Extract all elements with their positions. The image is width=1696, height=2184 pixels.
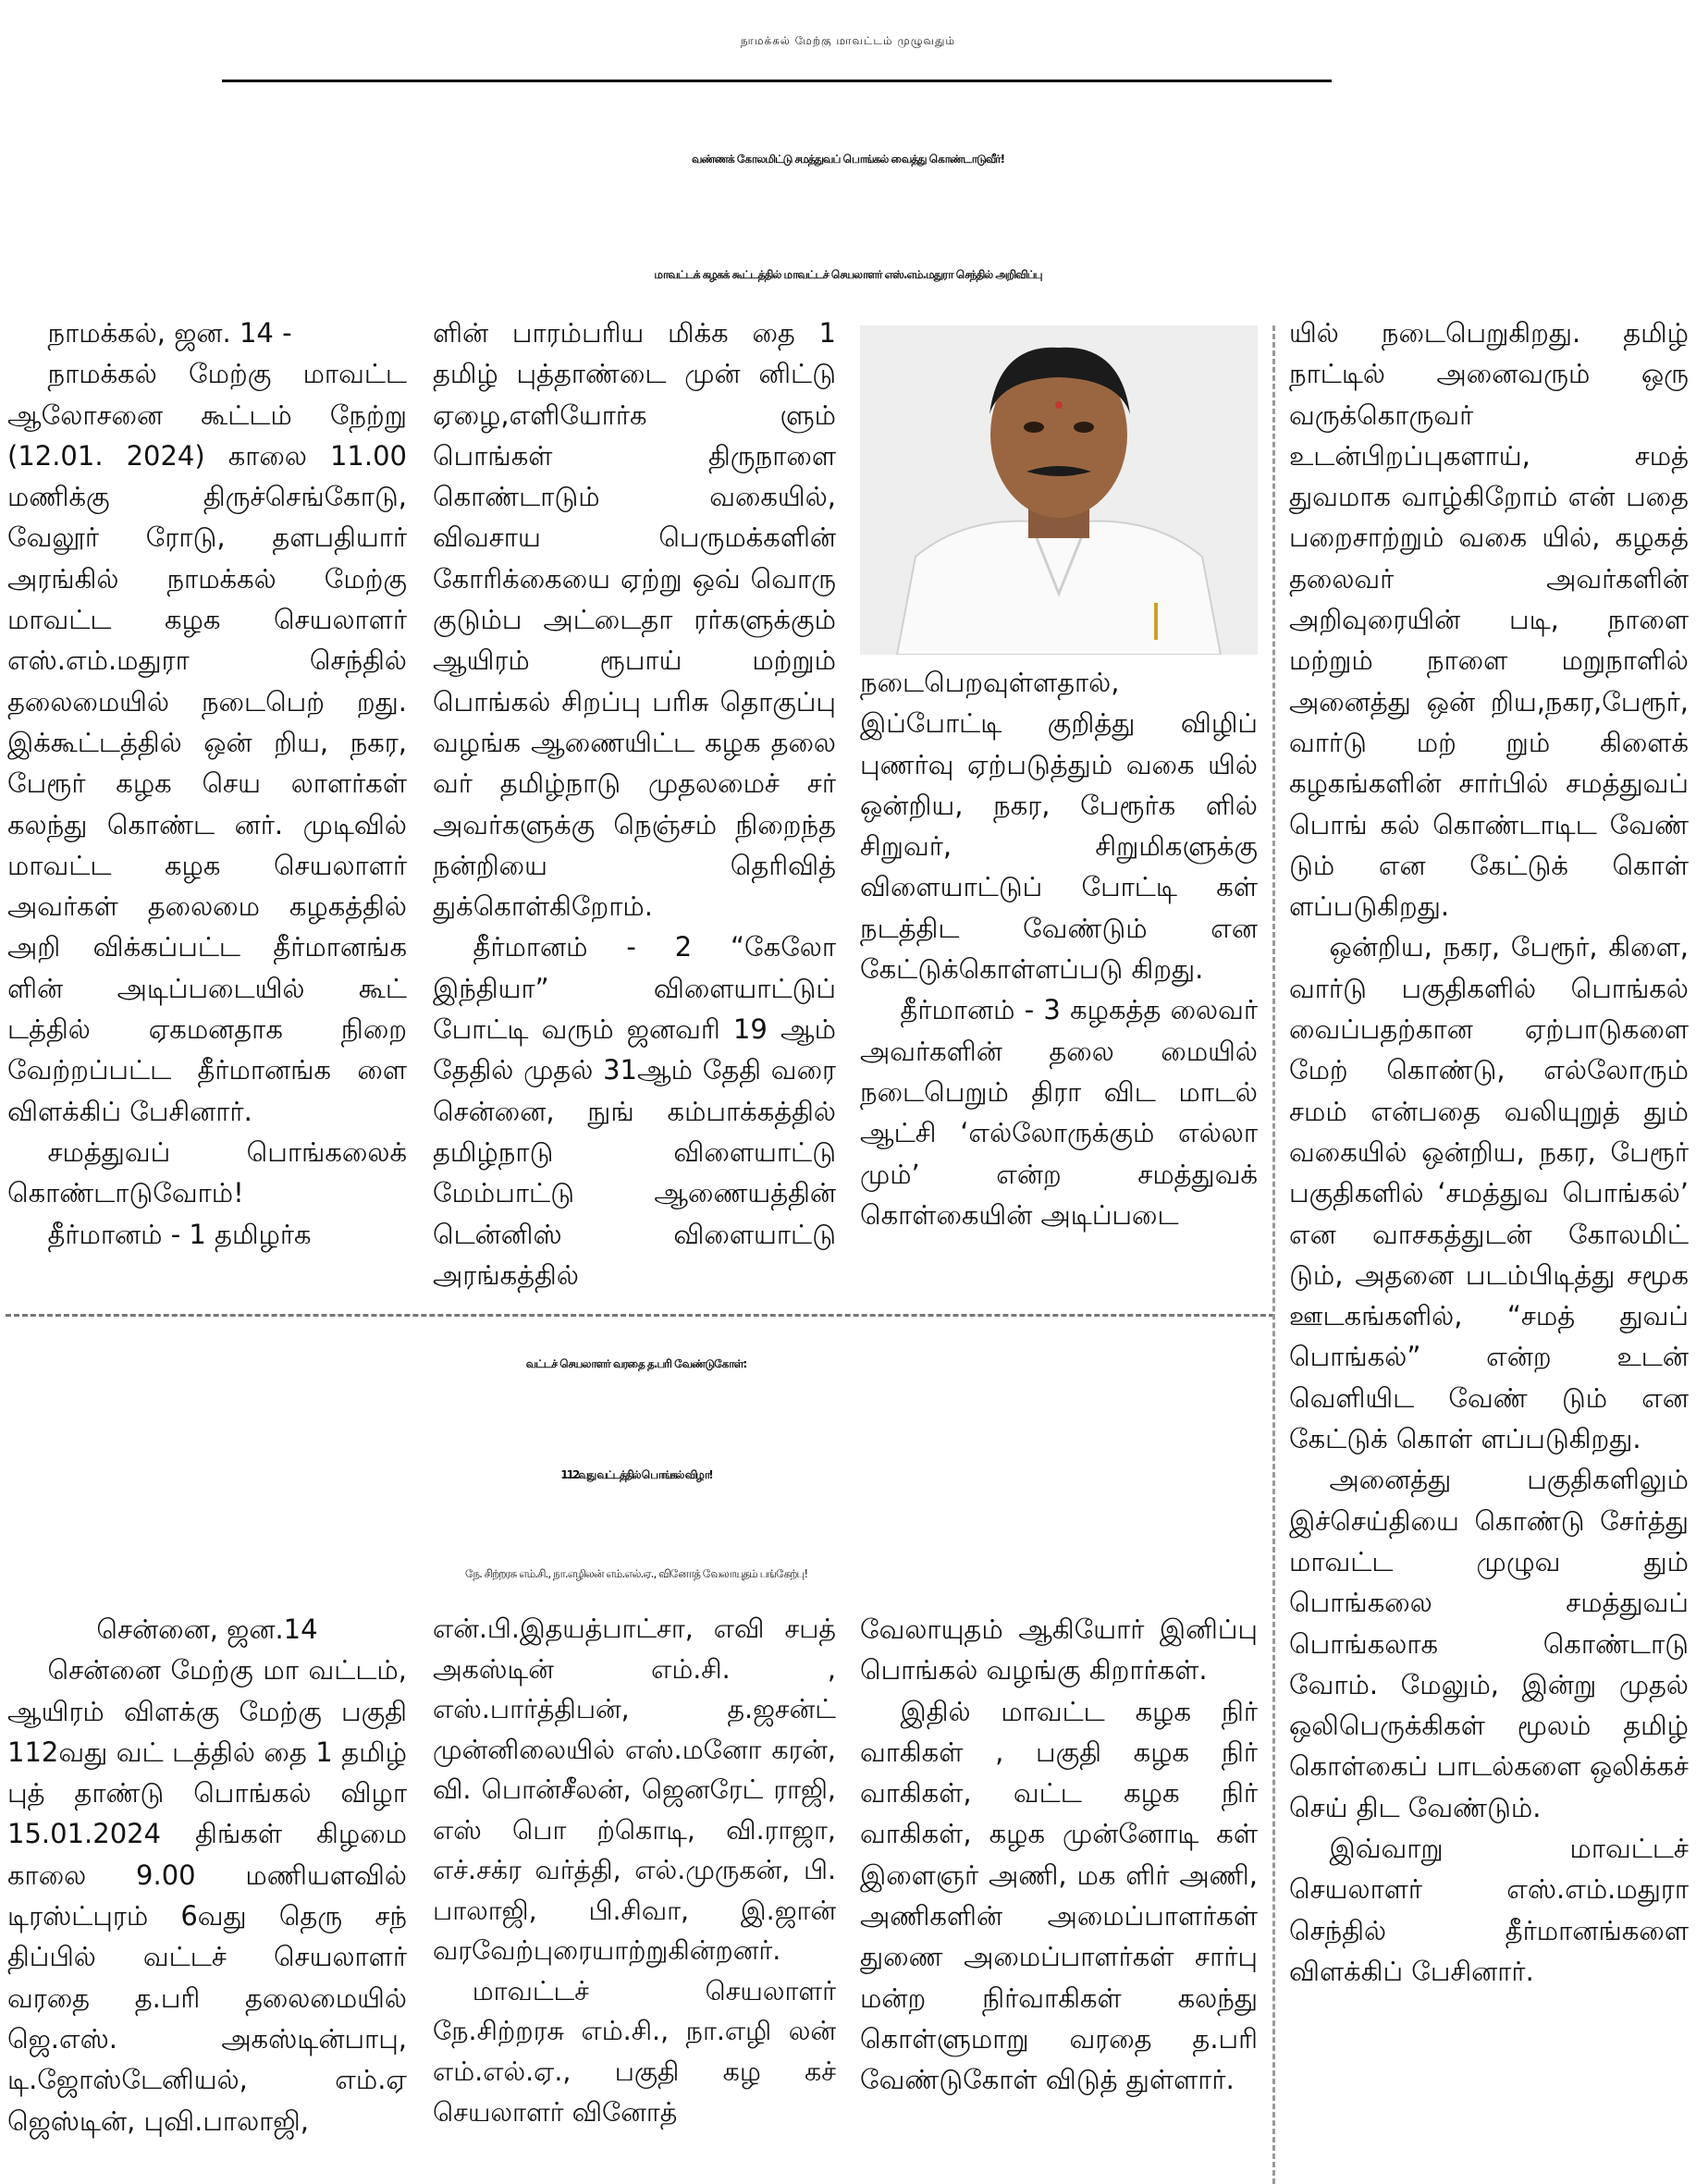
story2-paragraph: மாவட்டச் செயலாளர் நே.சிற்றரசு எம்.சி., நா.எழி லன் எம்.எல்.ஏ., பகுதி கழ கச் செயலாளர் வினோத் [433,1975,836,2128]
story1-headline: வண்ணக் கோலமிட்டு சமத்துவப் பொங்கல் வைத்து கொண்டாடுவீர்! [691,153,1005,166]
story1-paragraph: அனைத்து பகுதிகளிலும் இச்செய்தியை கொண்டு சேர்த்து மாவட்ட முழுவ தும் பொங்கலை சமத்துவப் பொங்கலாக கொண்டாடு வோம். மேலும், இன்று முதல் ஒலிபெருக்கிகள் மூலம் தமிழ் கொள்கைப் பாடல்களை ஒலிக்கச் செய் திட வேண்டும். [1289,1464,1689,1823]
story1-column-2 [433,313,836,1307]
story1-dateline: நாமக்கல், ஜன. 14 - [47,317,292,349]
story2-box-top-rule [6,1314,1274,1317]
story2-kicker: வட்டச் செயலாளர் வரதை த.பரி வேண்டுகோள்: [525,1357,747,1370]
story2-paragraph: என்.பி.இதயத்பாட்சா, எவி சபத் அகஸ்டின் எம்.சி. , எஸ்.பார்த்திபன், த.ஜசன்ட் முன்னிலையில் எஸ்.மனோ கரன், வி. பொன்சீலன், ஜெனரேட் ராஜி, எஸ் பொ ற்கொடி, வி.ராஜா, எச்.சக்ர வர்த்தி, எல்.முருகன், பி. பாலாஜி, பி.சிவா, இ.ஜான் வரவேற்புரையாற்றுகின்றனர். [433,1613,836,1967]
portrait-photo [860,325,1258,655]
story2-column-1 [7,1609,407,2178]
story1-paragraph: நாமக்கல் மேற்கு மாவட்ட ஆலோசனை கூட்டம் நேற்று (12.01. 2024) காலை 11.00 மணிக்கு திருச்செங்கோடு, வேலூர் ரோடு, தளபதியார் அரங்கில் நாமக்கல் மேற்கு மாவட்ட கழக செயலாளர் எஸ்.எம்.மதுரா செந்தில் தலைமையில் நடைபெற் றது. இக்கூட்டத்தில் ஒன் றிய, நகர, பேரூர் கழக செய லாளர்கள் கலந்து கொண்ட னர். முடிவில் மாவட்ட கழக செயலாளர் அவர்கள் தலைமை கழகத்தில் அறி விக்கப்பட்ட தீர்மானங்க ளின் அடிப்படையில் கூட் டத்தில் ஏகமனதாக நிறை வேற்றப்பட்ட தீர்மானங்க ளை விளக்கிப் பேசினார். [7,358,407,1127]
story2-column-2 [433,1609,836,2178]
story2-paragraph: இதில் மாவட்ட கழக நிர் வாகிகள் , பகுதி கழக நிர் வாகிகள், வட்ட கழக நிர் வாகிகள், கழக முன்னோடி கள் இளைஞர் அணி, மக ளிர் அணி, அணிகளின் அமைப்பாளர்கள் துணை அமைப்பாளர்கள் சார்பு மன்ற நிர்வாகிகள் கலந்து கொள்ளுமாறு வரதை த.பரி வேண்டுகோள் விடுத் துள்ளார். [860,1695,1258,2096]
story1-paragraph: இவ்வாறு மாவட்டச் செயலாளர் எஸ்.எம்.மதுரா செந்தில் தீர்மானங்களை விளக்கிப் பேசினார். [1289,1832,1689,1987]
story1-subhead: மாவட்டக் கழகக் கூட்டத்தில் மாவட்டச் செயலாளர் எஸ்.எம்.மதுரா செந்தில் அறிவிப்பு [654,268,1042,281]
story1-column-1 [7,313,407,1307]
story1-paragraph: தீர்மானம் - 2 “கேலோ இந்தியா” விளையாட்டுப் போட்டி வரும் ஜனவரி 19 ஆம் தேதில் முதல் 31ஆம் தேதி வரை சென்னை, நுங் கம்பாக்கத்தில் தமிழ்நாடு விளையாட்டு மேம்பாட்டு ஆணையத்தின் டென்னிஸ் விளையாட்டு அரங்கத்தில் [433,931,836,1291]
kicker-underline [222,80,1332,82]
story1-column-4 [1289,313,1689,2180]
story1-paragraph: ளின் பாரம்பரிய மிக்க தை 1 தமிழ் புத்தாண்டை முன் னிட்டு ஏழை,எளியோர்க ளும் பொங்கள் திருநாளை கொண்டாடும் வகையில், விவசாய பெருமக்களின் கோரிக்கையை ஏற்று ஒவ் வொரு குடும்ப அட்டைதா ரர்களுக்கும் ஆயிரம் ரூபாய் மற்றும் பொங்கல் சிறப்பு பரிசு தொகுப்பு வழங்க ஆணையிட்ட கழக தலை வர் தமிழ்நாடு முதலமைச் சர் அவர்களுக்கு நெஞ்சம் நிறைந்த நன்றியை தெரிவித் துக்கொள்கிறோம். [433,317,836,923]
story2-subhead: நே. சிற்றரசு எம்.சி., நா.எழிலன் எம்.எல்.ஏ., வினோத் வேலாயுதம் பங்கேற்பு! [464,1567,808,1580]
story1-paragraph: ஒன்றிய, நகர, பேரூர், கிளை, வார்டு பகுதிகளில் பொங்கல் வைப்பதற்கான ஏற்பாடுகளை மேற் கொண்டு, எல்லோரும் சமம் என்பதை வலியுறுத் தும் வகையில் ஒன்றிய, நகர, பேரூர் பகுதிகளில் ‘சமத்துவ பொங்கல்’ என வாசகத்துடன் கோலமிட் டும், அதனை படம்பிடித்து சமூக ஊடகங்களில், “சமத் துவப் பொங்கல்” என்ற உடன் வெளியிட வேண் டும் என கேட்டுக் கொள் ளப்படுகிறது. [1289,931,1689,1455]
story1-paragraph: சமத்துவப் பொங்கலைக் கொண்டாடுவோம்! [7,1135,407,1209]
portrait-illustration [860,325,1258,655]
story1-paragraph: தீர்மானம் - 3 கழகத்த லைவர் அவர்களின் தலை மையில் நடைபெறும் திரா விட மாடல் ஆட்சி ‘எல்லோருக்கும் எல்லா மும்’ என்ற சமத்துவக் கொள்கையின் அடிப்படை [860,994,1258,1231]
story1-paragraph: தீர்மானம் - 1 தமிழர்க [47,1218,312,1250]
story2-paragraph: வேலாயுதம் ஆகியோர் இனிப்பு பொங்கல் வழங்கு கிறார்கள். [860,1613,1258,1687]
story2-box-side-rule [1272,325,1275,2184]
story1-kicker: நாமக்கல் மேற்கு மாவட்டம் முழுவதும் [740,34,956,47]
story1-paragraph: யில் நடைபெறுகிறது. தமிழ் நாட்டில் அனைவரும் ஒரு வருக்கொருவர் உடன்பிறப்புகளாய், சமத் துவமாக வாழ்கிறோம் என் பதை பறைசாற்றும் வகை யில், கழகத் தலைவர் அவர்களின் அறிவுரையின் படி, நாளை மற்றும் நாளை மறுநாளில் அனைத்து ஒன் றிய,நகர,பேரூர், வார்டு மற் றும் கிளைக் கழகங்களின் சார்பில் சமத்துவப் பொங் கல் கொண்டாடிட வேண் டும் என கேட்டுக் கொள் ளப்படுகிறது. [1289,317,1689,923]
story1-column-3 [860,662,1258,1307]
story2-paragraph: சென்னை மேற்கு மா வட்டம், ஆயிரம் விளக்கு மேற்கு பகுதி 112வது வட் டத்தில் தை 1 தமிழ் புத் தாண்டு பொங்கல் விழா 15.01.2024 திங்கள் கிழமை காலை 9.00 மணியளவில் டிரஸ்ட்புரம் 6வது தெரு சந் திப்பில் வட்டச் செயலாளர் வரதை த.பரி தலைமையில் ஜெ.எஸ். அகஸ்டின்பாபு, டி.ஜோஸ்டேனியல், எம்.ஏ ஜெஸ்டின், புவி.பாலாஜி, [7,1654,407,2137]
story2-dateline: சென்னை, ஜன.14 [96,1613,318,1645]
story2-headline: 112வது வட்டத்தில் பொங்கல் விழா! [560,1468,712,1481]
story1-paragraph: நடைபெறவுள்ளதால், இப்போட்டி குறித்து விழிப் புணர்வு ஏற்படுத்தும் வகை யில் ஒன்றிய, நகர, பேரூர்க ளில் சிறுவர், சிறுமிகளுக்கு விளையாட்டுப் போட்டி கள் நடத்திட வேண்டும் என கேட்டுக்கொள்ளப்படு கிறது. [860,667,1258,986]
story2-column-3 [860,1609,1258,2178]
